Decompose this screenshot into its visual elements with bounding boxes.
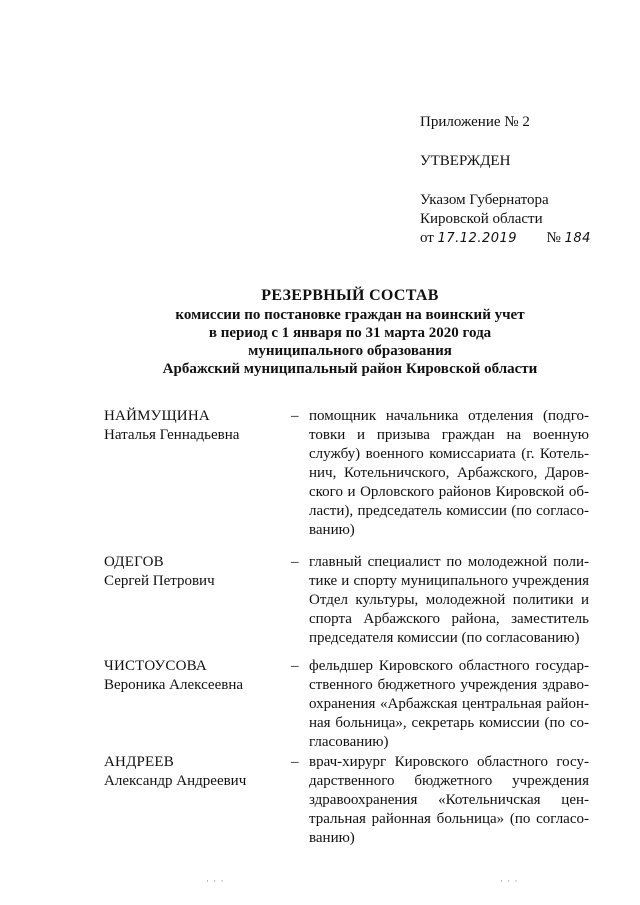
- title-line-2: в период с 1 января по 31 марта 2020 года: [208, 325, 492, 341]
- role-line: ского и Орловского районов Кировской об-: [309, 484, 589, 500]
- role-line: ственного бюджетного учреждения здраво-: [309, 677, 589, 693]
- role-line: спорта Арбажского района, заместитель: [309, 611, 589, 627]
- member-surname: НАЙМУЩИНА: [104, 408, 210, 424]
- member-surname: АНДРЕЕВ: [104, 754, 174, 770]
- member-name: [104, 657, 284, 695]
- dash: –: [291, 408, 299, 424]
- role-line: фельдшер Кировского областного государ-: [309, 658, 589, 674]
- role-line: ванию): [309, 830, 355, 846]
- member-surname: ОДЕГОВ: [104, 554, 164, 570]
- role-line: помощник начальника отделения (подго-: [309, 408, 589, 424]
- scan-speck: · · ·: [206, 876, 225, 886]
- member-role: [309, 407, 589, 540]
- title-line-1: комиссии по постановке граждан на воинский учет: [175, 307, 525, 323]
- member-given-names: Сергей Петрович: [104, 573, 215, 589]
- role-line: тике и спорту муниципального учреждения: [309, 573, 589, 589]
- dash: –: [291, 754, 299, 770]
- title-line-3: муниципального образования: [248, 343, 452, 359]
- role-line: нич, Котельничского, Арбажского, Даров-: [309, 465, 589, 481]
- handwritten-date: 17.12.2019: [437, 231, 518, 246]
- role-line: ласти), председатель комиссии (по согласо-: [309, 503, 589, 519]
- decree-line-2: Кировской области: [420, 211, 543, 227]
- member-given-names: Вероника Алексеевна: [104, 677, 243, 693]
- handwritten-number: 184: [564, 231, 591, 246]
- role-line: службу) военного комиссариата (г. Котель-: [309, 446, 589, 462]
- member-name: [104, 553, 284, 591]
- appendix-label: Приложение № 2: [420, 114, 530, 130]
- dash: –: [291, 658, 299, 674]
- member-name: [104, 407, 284, 445]
- member-surname: ЧИСТОУСОВА: [104, 658, 207, 674]
- member-name: [104, 753, 284, 791]
- number-prefix: №: [546, 230, 561, 246]
- member-role: [309, 657, 589, 752]
- member-given-names: Александр Андреевич: [104, 773, 247, 789]
- approval-block: [420, 113, 630, 248]
- role-line: гласованию): [309, 734, 389, 750]
- approved-stamp-text: УТВЕРЖДЕН: [420, 153, 511, 169]
- member-role: [309, 753, 589, 848]
- dash: –: [291, 554, 299, 570]
- role-line: охранения «Арбажская центральная район-: [309, 696, 589, 712]
- role-line: дарственного бюджетного учреждения: [309, 773, 589, 789]
- decree-line-1: Указом Губернатора: [420, 192, 549, 208]
- decree-date-line: [420, 229, 630, 248]
- role-line: здравоохранения «Котельничская цен-: [309, 792, 589, 808]
- scan-speck: · · ·: [500, 876, 519, 886]
- role-line: товки и призыва граждан на военную: [309, 427, 589, 443]
- role-line: врач-хирург Кировского областного госу-: [309, 754, 589, 770]
- date-prefix: от: [420, 230, 434, 246]
- document-title: [60, 287, 640, 378]
- role-line: тральная районная больница» (по согласо-: [309, 811, 589, 827]
- role-line: ная больница», секретарь комиссии (по со-: [309, 715, 589, 731]
- role-line: Отдел культуры, молодежной политики и: [309, 592, 589, 608]
- member-role: [309, 553, 589, 648]
- role-line: ванию): [309, 522, 355, 538]
- title-main: РЕЗЕРВНЫЙ СОСТАВ: [261, 287, 439, 304]
- title-line-4: Арбажский муниципальный район Кировской области: [162, 361, 538, 377]
- role-line: главный специалист по молодежной поли-: [309, 554, 589, 570]
- member-given-names: Наталья Геннадьевна: [104, 427, 240, 443]
- role-line: председателя комиссии (по согласованию): [309, 630, 580, 646]
